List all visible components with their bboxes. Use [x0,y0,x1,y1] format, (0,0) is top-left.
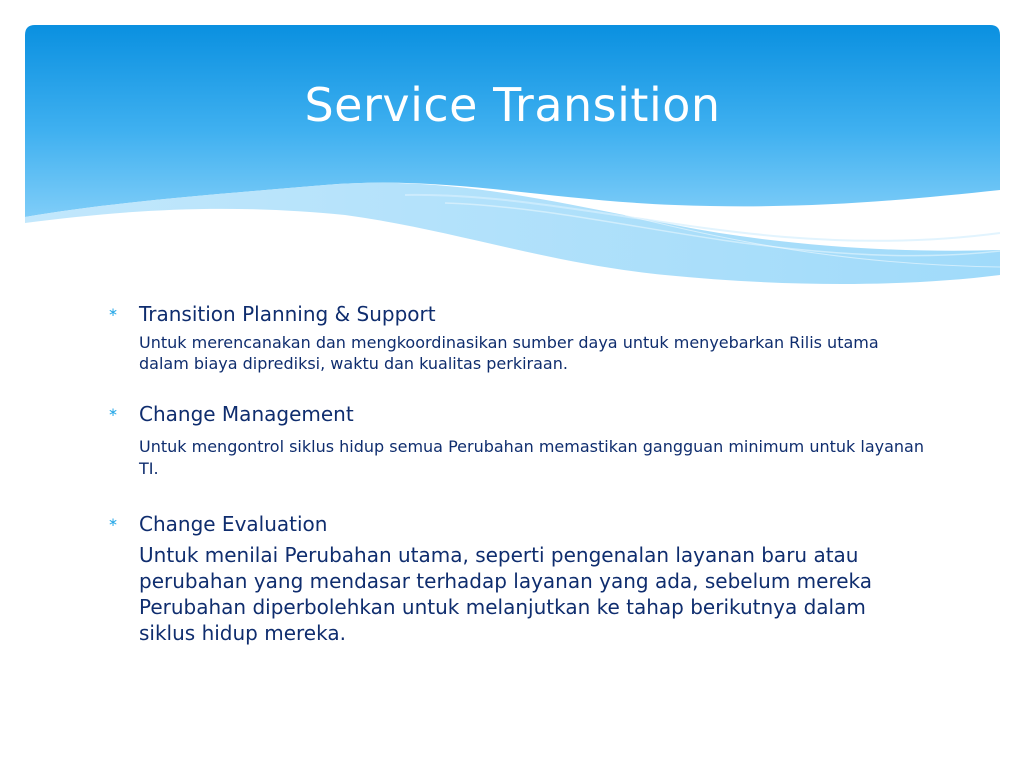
slide-title: Service Transition [304,78,721,132]
header-wave-banner [25,25,1000,295]
asterisk-bullet-icon: ∗ [108,515,119,529]
bullet-description: Untuk mengontrol siklus hidup semua Perubahan memastikan gangguan minimum untuk layanan TI. [139,437,924,478]
bullet-item [108,400,928,480]
bullet-heading: Change Management [139,402,354,426]
bullet-heading: Change Evaluation [139,512,328,536]
bullet-description: Untuk merencanakan dan mengkoordinasikan sumber daya untuk menyebarkan Rilis utama dalam biaya diprediksi, waktu dan kualitas perkiraan. [139,333,879,373]
bullet-item [108,510,928,646]
header-wave-graphic [25,25,1000,295]
bullet-description: Untuk menilai Perubahan utama, seperti pengenalan layanan baru atau perubahan yang mendasar terhadap layanan yang ada, sebelum mereka Perubahan diperbolehkan untuk melanjutkan ke tahap berikutnya dalam siklus hidup mereka. [139,543,873,645]
bullet-item [108,300,928,374]
asterisk-bullet-icon: ∗ [108,405,119,419]
bullet-heading: Transition Planning & Support [139,302,436,326]
bullet-list [108,300,928,646]
asterisk-bullet-icon: ∗ [108,305,119,319]
